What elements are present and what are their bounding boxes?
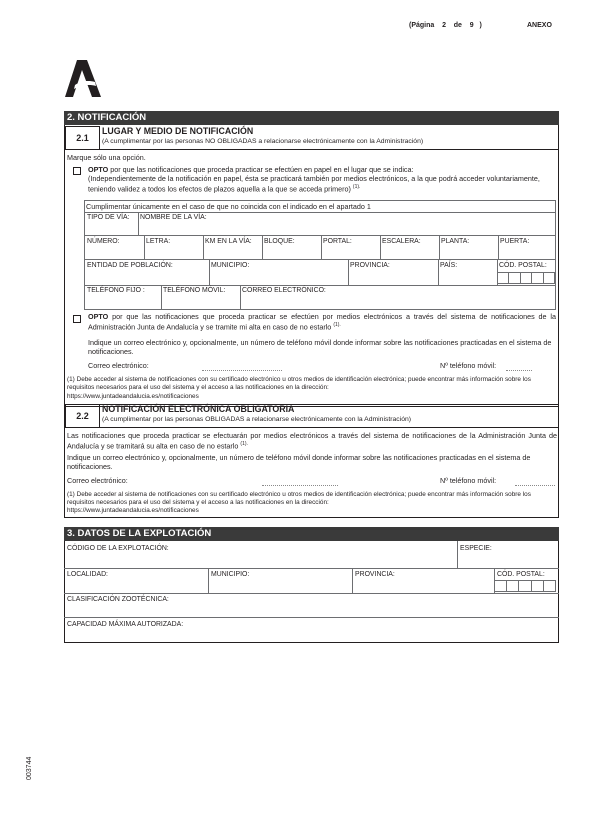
mark-one-instruction: Marque sólo una opción. (67, 153, 146, 162)
divider (240, 285, 241, 310)
divider (438, 259, 439, 285)
divider (439, 235, 440, 259)
escalera-label: ESCALERA: (382, 238, 421, 245)
subsection-2-2-title: NOTIFICACIÓN ELECTRÓNICA OBLIGATORIA (102, 404, 295, 414)
capacidad-label: CAPACIDAD MÁXIMA AUTORIZADA: (67, 621, 184, 628)
clasificacion-label: CLASIFICACIÓN ZOOTÉCNICA: (67, 596, 169, 603)
divider (64, 617, 559, 618)
section-2-title: 2. NOTIFICACIÓN (64, 111, 559, 125)
divider (84, 212, 556, 213)
page-de: de (453, 22, 462, 29)
divider (84, 235, 556, 236)
tel-fijo-label: TELÉFONO FIJO : (87, 287, 145, 294)
divider (208, 568, 209, 593)
page-total: 9 (469, 22, 474, 29)
divider (144, 235, 145, 259)
subsection-2-2-subtitle: (A cumplimentar por las personas OBLIGADAS a relacionarse electrónicamente con la Administración) (102, 416, 412, 423)
divider (457, 541, 458, 568)
subsection-2-1-header (100, 126, 559, 150)
correo-electronico-label: Correo electrónico: (88, 361, 149, 370)
tipo-via-label: TIPO DE VÍA: (87, 214, 130, 221)
numero-label: NÚMERO: (87, 238, 120, 245)
telefono-movil-input-2[interactable] (515, 485, 555, 486)
indique-text: Indique un correo electrónico y, opcionalmente, un número de teléfono móvil donde informar sobre las notificaciones practicadas en el sistema de notificaciones. (88, 338, 552, 356)
indique-text-2: Indique un correo electrónico y, opcionalmente, un número de teléfono móvil donde informar sobre las notificaciones practicadas en el sistema de notificaciones. (67, 453, 531, 471)
divider (352, 568, 353, 593)
section-3-title: 3. DATOS DE LA EXPLOTACIÓN (64, 527, 559, 541)
municipio-explotacion-label: MUNICIPIO: (211, 571, 250, 578)
obligatoria-body: Las notificaciones que proceda practicar se efectuarán por medios electrónicos a través del sistema de notificaciones de la Administración Junta de Andalucía y se tramitará su alta en caso de no estarlo (67, 431, 557, 451)
telefono-movil-input[interactable] (506, 370, 532, 371)
subsection-2-2-header (100, 404, 559, 428)
divider (203, 235, 204, 259)
municipio-label: MUNICIPIO: (211, 262, 250, 269)
option-papel-note: (Independientemente de la notificación en papel, ésta se practicará también por medios electrónicos, a la que podrá acceder voluntariamente, teniendo validez a todos los efectos de plazos aquella a la que se acceda primero) (88, 174, 540, 194)
divider (84, 285, 556, 286)
footnote-2-url: https://www.juntadeandalucia.es/notificaciones (67, 507, 199, 514)
annex-label: ANEXO (527, 22, 552, 29)
localidad-label: LOCALIDAD: (67, 571, 108, 578)
cod-postal-label: CÓD. POSTAL: (499, 262, 547, 269)
option-electronica-ref: (1). (333, 322, 341, 328)
codigo-explotacion-label: CÓDIGO DE LA EXPLOTACIÓN: (67, 545, 169, 552)
page-indicator (409, 22, 482, 29)
cod-postal-explotacion-boxes[interactable] (494, 580, 556, 592)
correo-label: CORREO ELECTRÓNICO: (242, 287, 326, 294)
provincia-explotacion-label: PROVINCIA: (355, 571, 395, 578)
subsection-2-1-number: 2.1 (65, 126, 100, 150)
planta-label: PLANTA: (441, 238, 470, 245)
portal-label: PORTAL: (323, 238, 352, 245)
tel-movil-label: TELÉFONO MÓVIL: (163, 287, 226, 294)
cod-postal-explotacion-label: CÓD. POSTAL: (497, 571, 545, 578)
page-number: 2 (442, 22, 446, 29)
divider (209, 259, 210, 285)
footnote-1: (1) Debe acceder al sistema de notificaciones con su certificado electrónico u otros medios de identificación electrónica; puede encontrar más información sobre los requisitos necesarios para el uso del sistema y el acceso a las notificaciones en la dirección: (67, 376, 531, 391)
option-electronica-text (88, 312, 556, 331)
puerta-label: PUERTA: (500, 238, 530, 245)
correo-electronico-label-2: Correo electrónico: (67, 476, 128, 485)
obligatoria-text (67, 431, 557, 450)
telefono-movil-label: Nº teléfono móvil: (440, 361, 497, 370)
option-electronica-checkbox[interactable] (73, 315, 81, 323)
divider (498, 235, 499, 259)
km-label: KM EN LA VÍA: (205, 238, 252, 245)
option-papel-body: por que las notificaciones que proceda practicar se efectúen en papel en el lugar que se indica: (108, 165, 414, 174)
footnote-1-url: https://www.juntadeandalucia.es/notificaciones (67, 393, 199, 400)
provincia-label: PROVINCIA: (350, 262, 390, 269)
address-note: Cumplimentar únicamente en el caso de que no coincida con el indicado en el apartado 1 (86, 202, 371, 211)
correo-electronico-input-2[interactable] (262, 485, 338, 486)
junta-andalucia-logo (64, 58, 102, 98)
option-papel-lead: OPTO (88, 165, 109, 174)
nombre-via-label: NOMBRE DE LA VÍA: (140, 214, 207, 221)
divider (161, 285, 162, 310)
divider (64, 568, 559, 569)
divider (64, 593, 559, 594)
letra-label: LETRA: (146, 238, 171, 245)
divider (348, 259, 349, 285)
divider (138, 212, 139, 235)
option-electronica-body: por que las notificaciones que proceda practicar se efectúen por medios electrónicos a través del sistema de notificaciones de la Administración Junta de Andalucía y se tramite mi alta en caso de no estarlo (88, 312, 556, 332)
entidad-label: ENTIDAD DE POBLACIÓN: (87, 262, 173, 269)
option-papel-ref: (1). (352, 184, 361, 190)
especie-label: ESPECIE: (460, 545, 492, 552)
subsection-2-1-subtitle: (A cumplimentar por las personas NO OBLIGADAS a relacionarse electrónicamente con la Administración) (102, 138, 424, 145)
option-electronica-lead: OPTO (88, 312, 109, 321)
page-close: ) (479, 22, 482, 29)
obligatoria-ref: (1). (240, 441, 248, 447)
divider (321, 235, 322, 259)
option-papel-checkbox[interactable] (73, 167, 81, 175)
subsection-2-2-number: 2.2 (65, 404, 100, 428)
page-open: (Página (409, 22, 435, 29)
footnote-2: (1) Debe acceder al sistema de notificaciones con su certificado electrónico u otros medios de identificación electrónica; puede encontrar más información sobre los requisitos necesarios para el uso del sistema y el acceso a las notificaciones en la dirección: (67, 491, 531, 506)
divider (84, 259, 556, 260)
cod-postal-boxes[interactable] (497, 272, 555, 284)
divider (262, 235, 263, 259)
divider (380, 235, 381, 259)
pais-label: PAÍS: (440, 262, 458, 269)
bloque-label: BLOQUE: (264, 238, 295, 245)
option-papel-text (88, 165, 557, 193)
correo-electronico-input[interactable] (202, 370, 282, 371)
telefono-movil-label-2: Nº teléfono móvil: (440, 476, 497, 485)
subsection-2-1-title: LUGAR Y MEDIO DE NOTIFICACIÓN (102, 126, 254, 136)
form-code: 003744 (26, 756, 33, 780)
